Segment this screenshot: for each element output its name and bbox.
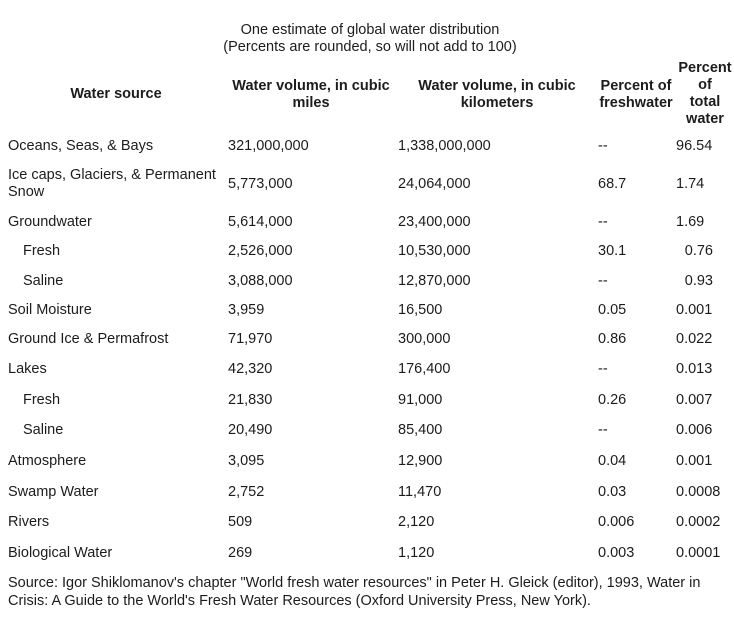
cell-source: Atmosphere bbox=[8, 453, 87, 469]
cell-km: 11,470 bbox=[398, 484, 442, 500]
cell-miles: 71,970 bbox=[228, 331, 273, 347]
cell-source: Ice caps, Glaciers, & Permanent Snow bbox=[8, 167, 216, 200]
cell-freshwater: 30.1 bbox=[598, 243, 627, 259]
cell-miles: 5,614,000 bbox=[228, 214, 293, 230]
cell-km: 300,000 bbox=[398, 331, 451, 347]
cell-total: 0.001 bbox=[676, 302, 713, 318]
cell-source: Lakes bbox=[8, 361, 47, 377]
cell-miles: 3,959 bbox=[228, 302, 265, 318]
cell-km: 12,870,000 bbox=[398, 273, 471, 289]
cell-total: 1.74 bbox=[676, 176, 705, 192]
cell-source: Oceans, Seas, & Bays bbox=[8, 138, 154, 154]
cell-miles: 269 bbox=[228, 545, 253, 561]
cell-source: Rivers bbox=[8, 514, 50, 530]
cell-km: 24,064,000 bbox=[398, 176, 471, 192]
source-note: Source: Igor Shiklomanov's chapter "World fresh water resources" in Peter H. Gleick (editor), 1993, Water in Crisis: A Guide to the World's Fresh Water Resources (Oxford University Press, New York). bbox=[8, 575, 701, 609]
cell-km: 16,500 bbox=[398, 302, 443, 318]
cell-source: Saline bbox=[23, 422, 64, 438]
cell-source: Biological Water bbox=[8, 545, 113, 561]
cell-miles: 509 bbox=[228, 514, 253, 530]
cell-total: 0.013 bbox=[676, 361, 713, 377]
cell-freshwater: 68.7 bbox=[598, 176, 627, 192]
cell-km: 85,400 bbox=[398, 422, 443, 438]
cell-source: Swamp Water bbox=[8, 484, 99, 500]
cell-total: 0.93 bbox=[684, 273, 713, 289]
cell-total: 0.0002 bbox=[676, 514, 721, 530]
cell-miles: 5,773,000 bbox=[228, 176, 293, 192]
cell-freshwater: 0.05 bbox=[598, 302, 627, 318]
cell-total: 1.69 bbox=[676, 214, 705, 230]
cell-total: 0.022 bbox=[676, 331, 713, 347]
header-percent-freshwater: Percent of freshwater bbox=[599, 78, 673, 111]
cell-source: Saline bbox=[23, 273, 64, 289]
cell-freshwater: 0.006 bbox=[598, 514, 635, 530]
cell-freshwater: 0.03 bbox=[598, 484, 627, 500]
cell-km: 91,000 bbox=[398, 392, 443, 408]
cell-km: 176,400 bbox=[398, 361, 451, 377]
cell-total: 96.54 bbox=[676, 138, 713, 154]
cell-miles: 321,000,000 bbox=[228, 138, 309, 154]
cell-freshwater: -- bbox=[598, 214, 608, 230]
cell-km: 1,120 bbox=[398, 545, 435, 561]
cell-miles: 42,320 bbox=[228, 361, 273, 377]
cell-freshwater: 0.26 bbox=[598, 392, 627, 408]
cell-freshwater: -- bbox=[598, 273, 608, 289]
cell-freshwater: 0.04 bbox=[598, 453, 627, 469]
cell-miles: 20,490 bbox=[228, 422, 273, 438]
cell-total: 0.007 bbox=[676, 392, 713, 408]
table-caption bbox=[0, 22, 734, 56]
cell-source: Fresh bbox=[23, 392, 61, 408]
cell-total: 0.001 bbox=[676, 453, 713, 469]
header-water-source: Water source bbox=[70, 86, 162, 102]
cell-freshwater: -- bbox=[598, 138, 608, 154]
header-volume-km: Water volume, in cubic kilometers bbox=[418, 78, 576, 111]
cell-freshwater: -- bbox=[598, 361, 608, 377]
cell-miles: 3,095 bbox=[228, 453, 265, 469]
cell-total: 0.76 bbox=[684, 243, 713, 259]
cell-total: 0.0008 bbox=[676, 484, 721, 500]
cell-freshwater: 0.003 bbox=[598, 545, 635, 561]
cell-total: 0.0001 bbox=[676, 545, 721, 561]
cell-freshwater: -- bbox=[598, 422, 608, 438]
caption-title: One estimate of global water distribution bbox=[240, 22, 500, 38]
cell-km: 1,338,000,000 bbox=[398, 138, 491, 154]
cell-miles: 3,088,000 bbox=[228, 273, 293, 289]
cell-total: 0.006 bbox=[676, 422, 713, 438]
cell-km: 2,120 bbox=[398, 514, 435, 530]
cell-freshwater: 0.86 bbox=[598, 331, 627, 347]
cell-km: 12,900 bbox=[398, 453, 443, 469]
caption-note: (Percents are rounded, so will not add to 100) bbox=[223, 39, 517, 55]
cell-km: 23,400,000 bbox=[398, 214, 471, 230]
cell-miles: 21,830 bbox=[228, 392, 273, 408]
cell-source: Soil Moisture bbox=[8, 302, 92, 318]
header-percent-total: Percent of total water bbox=[678, 60, 732, 127]
cell-source: Fresh bbox=[23, 243, 61, 259]
cell-miles: 2,752 bbox=[228, 484, 265, 500]
cell-miles: 2,526,000 bbox=[228, 243, 293, 259]
cell-km: 10,530,000 bbox=[398, 243, 471, 259]
cell-source: Groundwater bbox=[8, 214, 92, 230]
cell-source: Ground Ice & Permafrost bbox=[8, 331, 169, 347]
header-volume-miles: Water volume, in cubic miles bbox=[232, 78, 390, 111]
